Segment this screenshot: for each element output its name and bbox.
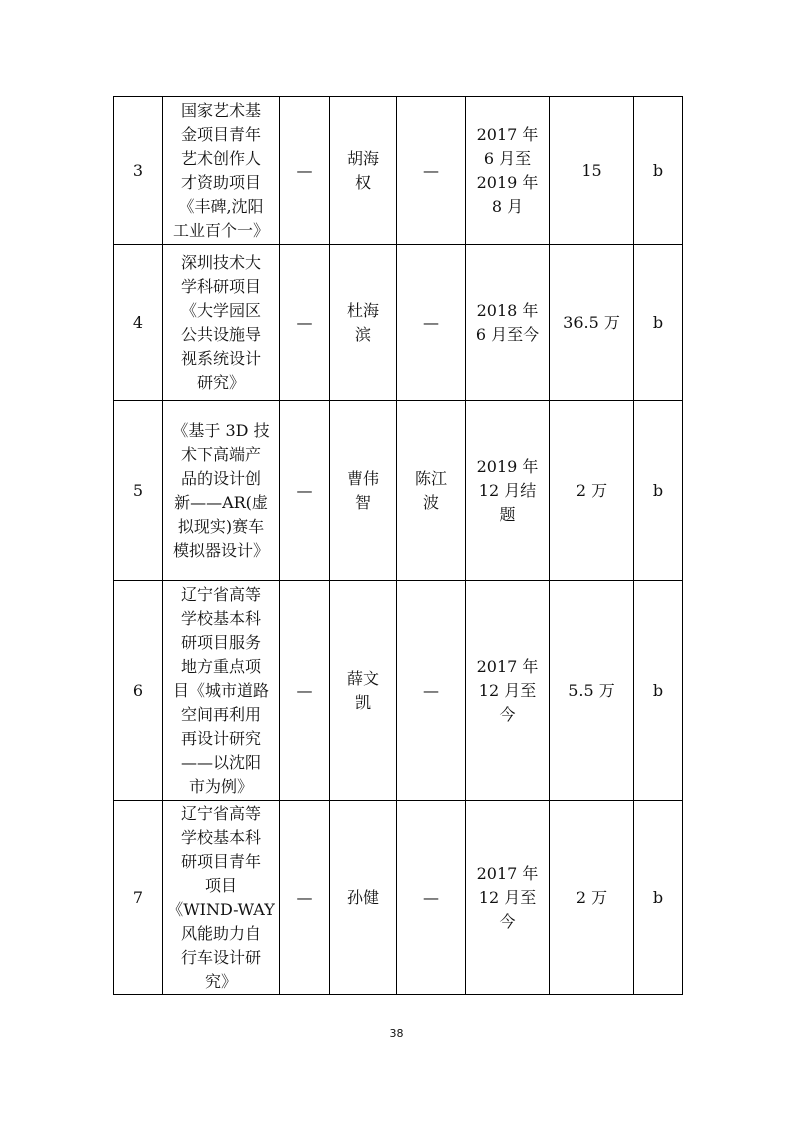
cell-funding: 36.5 万 bbox=[550, 245, 634, 401]
cell-text-line: 波 bbox=[422, 492, 439, 512]
cell-text-line: 模拟器设计》 bbox=[172, 540, 269, 560]
cell-text-line: 学校基本科 bbox=[180, 608, 261, 628]
cell-text-line: 研项目服务 bbox=[180, 632, 261, 652]
cell-text-line: 2017 年 bbox=[476, 656, 539, 676]
cell-project-title bbox=[163, 401, 280, 581]
cell-dash: — bbox=[280, 97, 330, 245]
cell-text-line: 空间再利用 bbox=[180, 704, 261, 724]
cell-funding: 2 万 bbox=[550, 801, 634, 995]
cell-member bbox=[397, 401, 466, 581]
cell-text-line: 陈江 bbox=[414, 468, 447, 488]
cell-text-line: 品的设计创 bbox=[180, 468, 261, 488]
table-row bbox=[114, 97, 683, 245]
cell-text-line: 再设计研究 bbox=[180, 728, 261, 748]
cell-text-line: 项目 bbox=[204, 875, 237, 895]
cell-project-title bbox=[163, 245, 280, 401]
cell-leader bbox=[330, 401, 397, 581]
cell-text-line: 2017 年 bbox=[476, 863, 539, 883]
cell-text-line: 12 月结 bbox=[478, 480, 537, 500]
cell-leader bbox=[330, 245, 397, 401]
cell-period bbox=[466, 97, 550, 245]
cell-text-line: 6 月至今 bbox=[475, 324, 540, 344]
cell-text-line: 视系统设计 bbox=[180, 348, 261, 368]
cell-text-line: — bbox=[423, 887, 439, 907]
cell-text-line: 拟现实)赛车 bbox=[177, 516, 265, 536]
cell-project-title bbox=[163, 97, 280, 245]
cell-dash: — bbox=[280, 245, 330, 401]
cell-text-line: 国家艺术基 bbox=[180, 100, 261, 120]
table-body bbox=[114, 97, 683, 995]
cell-grade: b bbox=[634, 245, 683, 401]
cell-text-line: 研项目青年 bbox=[180, 851, 261, 871]
cell-text-line: 权 bbox=[354, 172, 371, 192]
cell-project-title bbox=[163, 581, 280, 801]
cell-project-title bbox=[163, 801, 280, 995]
cell-text-line: 辽宁省高等 bbox=[180, 803, 261, 823]
cell-grade: b bbox=[634, 401, 683, 581]
cell-text-line: 究》 bbox=[204, 971, 237, 991]
cell-text-line: 研究》 bbox=[196, 372, 245, 392]
cell-text-line: 今 bbox=[499, 704, 516, 724]
cell-number: 7 bbox=[114, 801, 163, 995]
cell-number: 6 bbox=[114, 581, 163, 801]
cell-text-line: 《基于 3D 技 bbox=[172, 420, 270, 440]
cell-text-line: 《WIND-WAY bbox=[167, 899, 275, 919]
cell-text-line: 滨 bbox=[354, 324, 371, 344]
cell-member bbox=[397, 245, 466, 401]
cell-text-line: 8 月 bbox=[491, 196, 524, 216]
cell-text-line: ——以沈阳 bbox=[180, 752, 261, 772]
cell-text-line: 新——AR(虚 bbox=[174, 492, 268, 512]
cell-dash: — bbox=[280, 581, 330, 801]
cell-leader bbox=[330, 801, 397, 995]
cell-text-line: 《丰碑,沈阳 bbox=[178, 196, 264, 216]
cell-text-line: 12 月至 bbox=[478, 680, 537, 700]
cell-text-line: 2018 年 bbox=[476, 300, 539, 320]
cell-funding: 2 万 bbox=[550, 401, 634, 581]
cell-funding: 15 bbox=[550, 97, 634, 245]
cell-text-line: 题 bbox=[499, 504, 516, 524]
cell-text-line: 艺术创作人 bbox=[180, 148, 261, 168]
cell-dash: — bbox=[280, 801, 330, 995]
cell-text-line: 地方重点项 bbox=[180, 656, 261, 676]
cell-period bbox=[466, 401, 550, 581]
cell-period bbox=[466, 581, 550, 801]
cell-dash: — bbox=[280, 401, 330, 581]
cell-number: 4 bbox=[114, 245, 163, 401]
cell-text-line: 2019 年 bbox=[476, 172, 539, 192]
cell-text-line: — bbox=[423, 312, 439, 332]
cell-text-line: 辽宁省高等 bbox=[180, 584, 261, 604]
cell-text-line: 曹伟 bbox=[346, 468, 379, 488]
cell-text-line: 风能助力自 bbox=[180, 923, 261, 943]
cell-text-line: 杜海 bbox=[346, 300, 379, 320]
table-row bbox=[114, 245, 683, 401]
cell-text-line: 行车设计研 bbox=[180, 947, 261, 967]
cell-text-line: 2017 年 bbox=[476, 124, 539, 144]
cell-text-line: 学校基本科 bbox=[180, 827, 261, 847]
cell-text-line: 术下高端产 bbox=[180, 444, 261, 464]
cell-member bbox=[397, 581, 466, 801]
cell-text-line: 目《城市道路 bbox=[172, 680, 269, 700]
cell-text-line: 12 月至 bbox=[478, 887, 537, 907]
table-row bbox=[114, 801, 683, 995]
cell-text-line: 孙健 bbox=[346, 887, 379, 907]
cell-text-line: 公共设施导 bbox=[180, 324, 261, 344]
cell-text-line: 2019 年 bbox=[476, 456, 539, 476]
cell-text-line: — bbox=[423, 160, 439, 180]
cell-text-line: 学科研项目 bbox=[180, 276, 261, 296]
cell-text-line: 今 bbox=[499, 911, 516, 931]
cell-leader bbox=[330, 581, 397, 801]
cell-period bbox=[466, 245, 550, 401]
cell-text-line: 薛文 bbox=[346, 668, 379, 688]
cell-grade: b bbox=[634, 801, 683, 995]
cell-leader bbox=[330, 97, 397, 245]
cell-text-line: 6 月至 bbox=[483, 148, 532, 168]
cell-number: 3 bbox=[114, 97, 163, 245]
cell-text-line: 金项目青年 bbox=[180, 124, 261, 144]
cell-text-line: — bbox=[423, 680, 439, 700]
cell-number: 5 bbox=[114, 401, 163, 581]
cell-grade: b bbox=[634, 97, 683, 245]
cell-text-line: 凯 bbox=[354, 692, 371, 712]
cell-text-line: 《大学园区 bbox=[180, 300, 261, 320]
cell-text-line: 胡海 bbox=[346, 148, 379, 168]
cell-text-line: 深圳技术大 bbox=[180, 252, 261, 272]
page-number: 38 bbox=[389, 1027, 404, 1040]
cell-text-line: 市为例》 bbox=[188, 776, 253, 796]
cell-text-line: 才资助项目 bbox=[180, 172, 261, 192]
table-row bbox=[114, 401, 683, 581]
cell-text-line: 工业百个一》 bbox=[172, 220, 269, 240]
cell-member bbox=[397, 801, 466, 995]
cell-period bbox=[466, 801, 550, 995]
project-table bbox=[113, 96, 683, 995]
cell-funding: 5.5 万 bbox=[550, 581, 634, 801]
cell-text-line: 智 bbox=[354, 492, 371, 512]
table-row bbox=[114, 581, 683, 801]
cell-grade: b bbox=[634, 581, 683, 801]
cell-member bbox=[397, 97, 466, 245]
